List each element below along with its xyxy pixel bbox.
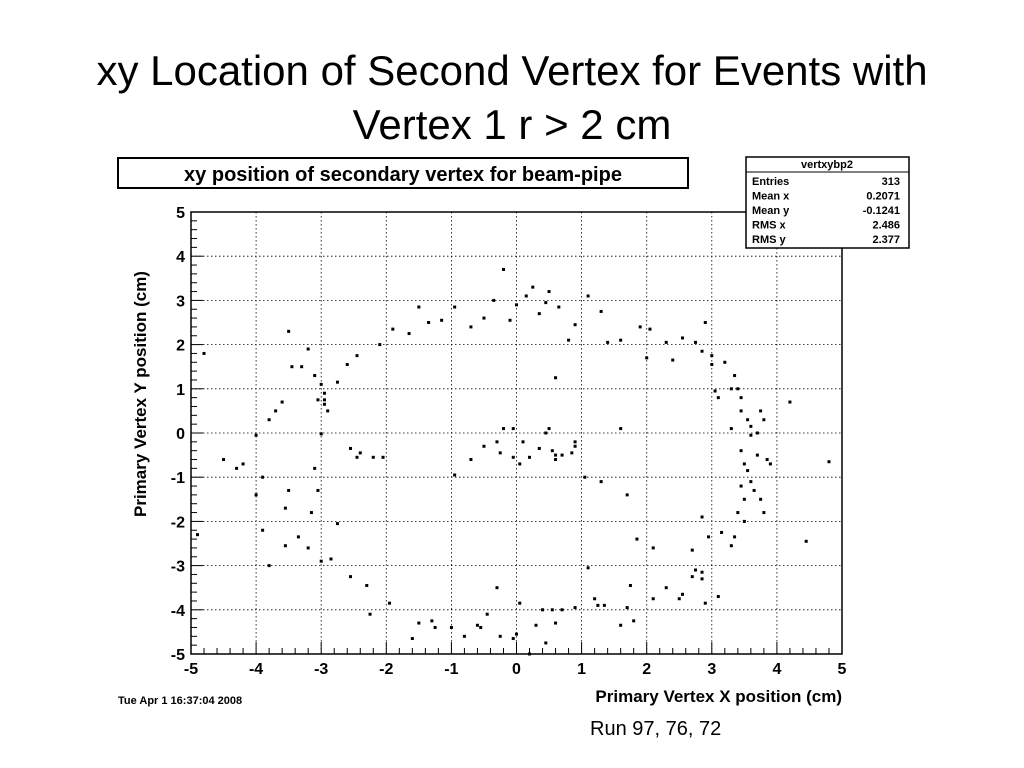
data-point <box>561 454 564 457</box>
data-point <box>619 624 622 627</box>
stats-label: Mean y <box>752 205 790 217</box>
data-point <box>766 458 769 461</box>
data-point <box>528 456 531 459</box>
data-point <box>307 546 310 549</box>
data-point <box>476 624 479 627</box>
timestamp: Tue Apr 1 16:37:04 2008 <box>118 695 243 707</box>
data-point <box>740 409 743 412</box>
data-point <box>561 608 564 611</box>
data-point <box>691 549 694 552</box>
data-point <box>551 449 554 452</box>
y-tick-label: -4 <box>170 602 185 620</box>
data-point <box>626 493 629 496</box>
data-point <box>287 330 290 333</box>
data-point <box>788 401 791 404</box>
y-tick-label: -1 <box>170 470 185 488</box>
data-point <box>587 294 590 297</box>
data-point <box>743 520 746 523</box>
data-point <box>369 613 372 616</box>
data-point <box>759 498 762 501</box>
data-point <box>356 456 359 459</box>
data-point <box>290 365 293 368</box>
data-point <box>453 473 456 476</box>
data-point <box>196 533 199 536</box>
data-point <box>704 602 707 605</box>
data-point <box>535 624 538 627</box>
data-point <box>463 635 466 638</box>
data-point <box>469 325 472 328</box>
data-point <box>515 633 518 636</box>
data-point <box>652 546 655 549</box>
x-tick-label: 2 <box>642 661 652 678</box>
y-axis-label: Primary Vertex Y position (cm) <box>131 271 150 517</box>
data-point <box>701 577 704 580</box>
y-tick-label: -5 <box>170 647 185 664</box>
data-point <box>528 653 531 656</box>
data-point <box>307 348 310 351</box>
x-tick-label: 5 <box>837 661 847 678</box>
data-point <box>665 341 668 344</box>
data-point <box>769 462 772 465</box>
data-point <box>694 341 697 344</box>
data-point <box>323 403 326 406</box>
data-point <box>665 586 668 589</box>
stats-box-name: vertxybp2 <box>801 159 853 171</box>
data-point <box>593 597 596 600</box>
data-point <box>326 409 329 412</box>
data-point <box>723 361 726 364</box>
stats-label: Entries <box>752 176 790 188</box>
data-point <box>827 460 830 463</box>
x-tick-label: 1 <box>577 661 587 678</box>
slide-title-line-1: xy Location of Second Vertex for Events with <box>96 47 928 94</box>
data-point <box>349 447 352 450</box>
data-point <box>388 602 391 605</box>
data-point <box>382 456 385 459</box>
data-point <box>551 608 554 611</box>
grid-lines <box>191 212 842 654</box>
data-point <box>717 595 720 598</box>
data-point <box>557 306 560 309</box>
data-point <box>365 584 368 587</box>
y-tick-label: 3 <box>176 293 185 311</box>
data-point <box>300 365 303 368</box>
data-point <box>652 597 655 600</box>
data-point <box>596 604 599 607</box>
y-tick-label: 4 <box>176 249 185 267</box>
data-point <box>756 432 759 435</box>
data-point <box>391 328 394 331</box>
y-tick-label: 0 <box>176 426 185 443</box>
data-point <box>619 339 622 342</box>
data-point <box>648 328 651 331</box>
data-point <box>762 511 765 514</box>
data-point <box>316 489 319 492</box>
data-point <box>515 303 518 306</box>
data-point <box>359 451 362 454</box>
data-point <box>531 286 534 289</box>
data-point <box>284 544 287 547</box>
data-point <box>323 398 326 401</box>
x-tick-label: -4 <box>248 661 264 678</box>
data-point <box>538 447 541 450</box>
data-point <box>730 427 733 430</box>
data-point <box>600 310 603 313</box>
data-point <box>733 535 736 538</box>
data-point <box>694 569 697 572</box>
data-point <box>541 608 544 611</box>
data-point <box>740 449 743 452</box>
stats-label: RMS x <box>752 219 786 232</box>
data-points <box>196 268 830 656</box>
data-point <box>606 341 609 344</box>
x-tick-label: 4 <box>772 661 782 678</box>
y-tick-labels <box>171 205 185 664</box>
data-point <box>469 458 472 461</box>
stats-value: 2.486 <box>872 219 900 232</box>
data-point <box>574 440 577 443</box>
data-point <box>502 268 505 271</box>
data-point <box>417 306 420 309</box>
chart-title: xy position of secondary vertex for beam-pipe <box>184 164 622 186</box>
stats-value: -0.1241 <box>862 205 900 217</box>
data-point <box>408 332 411 335</box>
data-point <box>753 489 756 492</box>
data-point <box>701 571 704 574</box>
data-point <box>749 425 752 428</box>
data-point <box>730 544 733 547</box>
data-point <box>554 622 557 625</box>
data-point <box>495 440 498 443</box>
data-point <box>297 535 300 538</box>
data-point <box>717 396 720 399</box>
y-tick-label: 1 <box>176 381 185 399</box>
data-point <box>427 321 430 324</box>
data-point <box>417 622 420 625</box>
data-point <box>482 445 485 448</box>
data-point <box>499 635 502 638</box>
data-point <box>567 339 570 342</box>
x-tick-label: -3 <box>314 661 329 678</box>
data-point <box>759 409 762 412</box>
data-point <box>570 451 573 454</box>
data-point <box>538 312 541 315</box>
stats-label: Mean x <box>752 190 790 203</box>
data-point <box>440 319 443 322</box>
data-point <box>336 522 339 525</box>
data-point <box>632 619 635 622</box>
data-point <box>707 535 710 538</box>
data-point <box>574 606 577 609</box>
data-point <box>554 454 557 457</box>
data-point <box>261 529 264 532</box>
data-point <box>508 319 511 322</box>
data-point <box>372 456 375 459</box>
data-point <box>749 480 752 483</box>
y-tick-label: 2 <box>176 337 185 355</box>
stats-value: 313 <box>881 176 900 188</box>
data-point <box>733 374 736 377</box>
data-point <box>329 557 332 560</box>
data-point <box>320 560 323 563</box>
data-point <box>512 637 515 640</box>
data-point <box>749 434 752 437</box>
data-point <box>743 462 746 465</box>
y-tick-label: -2 <box>170 514 185 532</box>
data-point <box>274 409 277 412</box>
data-point <box>486 613 489 616</box>
data-point <box>603 604 606 607</box>
data-point <box>587 566 590 569</box>
data-point <box>512 456 515 459</box>
data-point <box>639 325 642 328</box>
data-point <box>430 619 433 622</box>
data-point <box>629 584 632 587</box>
data-point <box>554 376 557 379</box>
data-point <box>746 469 749 472</box>
data-point <box>323 392 326 395</box>
data-point <box>701 515 704 518</box>
data-point <box>645 356 648 359</box>
data-point <box>378 343 381 346</box>
data-point <box>574 445 577 448</box>
data-point <box>635 538 638 541</box>
data-point <box>499 451 502 454</box>
data-point <box>681 593 684 596</box>
data-point <box>544 432 547 435</box>
x-axis-label: Primary Vertex X position (cm) <box>595 687 842 706</box>
data-point <box>434 626 437 629</box>
data-point <box>583 476 586 479</box>
data-point <box>740 396 743 399</box>
data-point <box>502 427 505 430</box>
data-point <box>346 363 349 366</box>
data-point <box>730 387 733 390</box>
data-point <box>544 301 547 304</box>
data-point <box>522 440 525 443</box>
data-point <box>313 467 316 470</box>
data-point <box>736 387 739 390</box>
data-point <box>574 323 577 326</box>
data-point <box>268 564 271 567</box>
data-point <box>281 401 284 404</box>
stats-value: 2.377 <box>872 234 900 246</box>
data-point <box>261 476 264 479</box>
data-point <box>268 418 271 421</box>
data-point <box>512 427 515 430</box>
x-tick-label: -5 <box>183 661 199 678</box>
data-point <box>411 637 414 640</box>
data-point <box>746 418 749 421</box>
data-point <box>548 290 551 293</box>
data-point <box>518 602 521 605</box>
data-point <box>619 427 622 430</box>
stats-value: 0.2071 <box>866 190 900 203</box>
data-point <box>525 294 528 297</box>
data-point <box>482 317 485 320</box>
data-point <box>336 381 339 384</box>
data-point <box>287 489 290 492</box>
data-point <box>242 462 245 465</box>
data-point <box>681 336 684 339</box>
data-point <box>710 354 713 357</box>
x-tick-label: 3 <box>707 661 717 678</box>
data-point <box>626 606 629 609</box>
data-point <box>316 398 319 401</box>
data-point <box>320 432 323 435</box>
data-point <box>554 458 557 461</box>
slide-title-line-2: Vertex 1 r > 2 cm <box>352 101 672 148</box>
data-point <box>495 586 498 589</box>
data-point <box>600 480 603 483</box>
data-point <box>356 354 359 357</box>
x-tick-label: -2 <box>379 661 394 678</box>
data-point <box>313 374 316 377</box>
data-point <box>740 485 743 488</box>
data-point <box>222 458 225 461</box>
data-point <box>671 359 674 362</box>
data-point <box>492 299 495 302</box>
y-tick-label: 5 <box>176 205 185 222</box>
data-point <box>743 498 746 501</box>
data-point <box>310 511 313 514</box>
data-point <box>255 434 258 437</box>
data-point <box>548 427 551 430</box>
data-point <box>203 352 206 355</box>
x-tick-label: -1 <box>444 661 459 678</box>
data-point <box>544 641 547 644</box>
y-tick-label: -3 <box>170 558 185 576</box>
data-point <box>756 454 759 457</box>
data-point <box>678 597 681 600</box>
data-point <box>704 321 707 324</box>
data-point <box>255 493 258 496</box>
stats-label: RMS y <box>752 234 786 246</box>
data-point <box>284 507 287 510</box>
data-point <box>479 626 482 629</box>
stats-box <box>746 157 909 248</box>
data-point <box>762 418 765 421</box>
data-point <box>714 390 717 393</box>
data-point <box>453 306 456 309</box>
data-point <box>701 350 704 353</box>
x-tick-label: 0 <box>512 661 521 678</box>
data-point <box>320 383 323 386</box>
data-point <box>450 626 453 629</box>
data-point <box>805 540 808 543</box>
run-footnote: Run 97, 76, 72 <box>590 718 722 740</box>
data-point <box>710 363 713 366</box>
data-point <box>736 511 739 514</box>
data-point <box>518 462 521 465</box>
data-point <box>235 467 238 470</box>
data-point <box>691 575 694 578</box>
data-point <box>349 575 352 578</box>
x-tick-labels <box>184 661 847 678</box>
data-point <box>720 531 723 534</box>
